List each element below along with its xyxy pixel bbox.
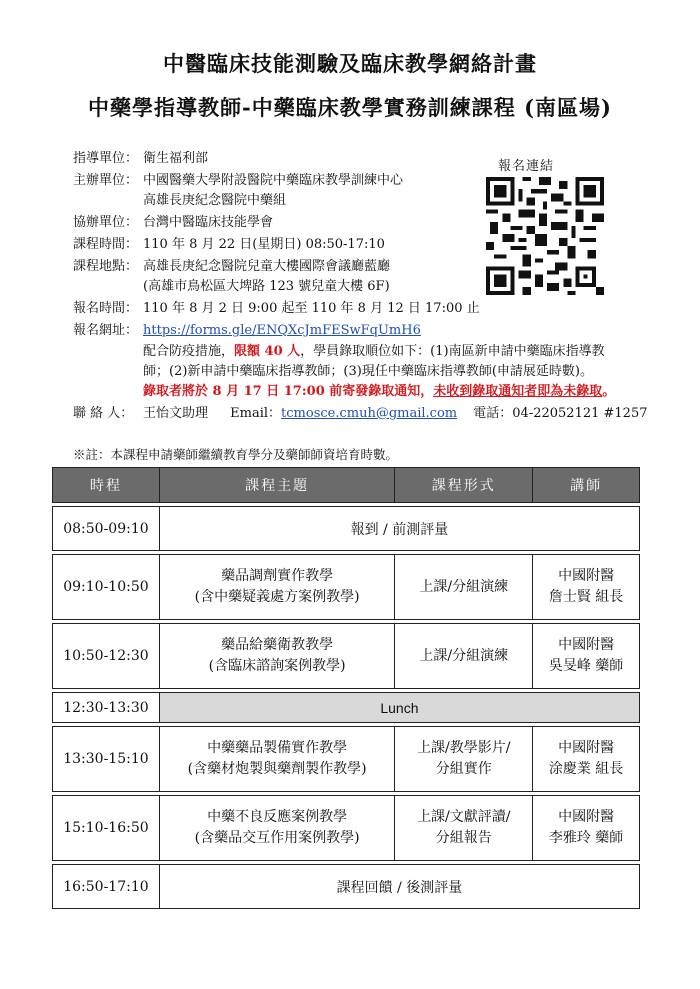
- row-time: 09:10-10:50: [53, 555, 160, 620]
- guide-value: 衛生福利部: [143, 151, 209, 166]
- host-value-1: 中國醫藥大學附設醫院中藥臨床教學訓練中心: [143, 173, 404, 188]
- policy-row-2: [143, 363, 593, 380]
- reg-url-row: [73, 322, 421, 339]
- quota-text: 限額 40 人: [234, 344, 301, 359]
- time-label: 課程時間：: [73, 237, 139, 252]
- topic-sub-line: (含臨床諮詢案例教學): [208, 658, 346, 674]
- table-row: [53, 693, 640, 723]
- host-value-2: 高雄長庚紀念醫院中藥組: [143, 193, 287, 208]
- lecturer-org: 中國附醫: [558, 568, 615, 584]
- notice-text-b: 未收到錄取通知者即為未錄取: [433, 384, 603, 399]
- topic-sub-line: (含藥品交互作用案例教學): [194, 830, 360, 846]
- table-row: [53, 865, 640, 909]
- contact-value: 王怡文助理: [143, 406, 209, 421]
- time-value: 110 年 8 月 22 日(星期日) 08:50-17:10: [143, 237, 385, 252]
- notice-row: [143, 383, 615, 400]
- table-header-row: [53, 468, 640, 503]
- lecturer-name: 詹士賢 組長: [548, 589, 624, 605]
- row-time: 12:30-13:30: [53, 693, 160, 723]
- guide-label: 指導單位：: [73, 151, 139, 166]
- place-label: 課程地點：: [73, 259, 139, 274]
- topic-line: 藥品調劑實作教學: [221, 568, 334, 584]
- lecturer-org: 中國附醫: [558, 637, 615, 653]
- row-time: 16:50-17:10: [53, 865, 160, 909]
- document-title: 中醫臨床技能測驗及臨床教學網絡計畫: [163, 51, 537, 76]
- course-title: 中藥學指導教師-中藥臨床教學實務訓練課程 (南區場): [88, 95, 612, 120]
- place-value-2: (高雄市鳥松區大埤路 123 號兒童大樓 6F): [143, 279, 390, 294]
- format-line: 上課/文獻評讀/: [417, 809, 511, 825]
- topic-sub-line: (含中藥疑義處方案例教學): [194, 589, 360, 605]
- notice-text-a: 錄取者將於 8 月 17 日 17:00 前寄發錄取通知，: [143, 384, 434, 399]
- table-row: [53, 507, 640, 551]
- row-activity: 報到 / 前測評量: [159, 507, 639, 551]
- row-format: [395, 727, 533, 792]
- row-activity: 課程回饋 / 後測評量: [159, 865, 639, 909]
- phone-label: 電話：: [473, 406, 513, 421]
- row-lecturer: [533, 555, 640, 620]
- notice-text-c: 。: [602, 384, 616, 399]
- row-time: 08:50-09:10: [53, 507, 160, 551]
- format-line: 上課/教學影片/: [417, 740, 511, 756]
- policy-row: [143, 343, 605, 360]
- footnote: ※註：本課程申請藥師繼續教育學分及藥師師資培育時數。: [73, 447, 399, 462]
- row-topic: [159, 555, 395, 620]
- row-topic: [159, 796, 395, 861]
- row-time: 10:50-12:30: [53, 624, 160, 689]
- row-topic: [159, 727, 395, 792]
- lecturer-org: 中國附醫: [558, 809, 615, 825]
- topic-line: 藥品給藥衛教教學: [221, 637, 334, 653]
- header-format: 課程形式: [395, 468, 533, 503]
- lecturer-name: 吳旻峰 藥師: [548, 658, 624, 674]
- table-row: [53, 624, 640, 689]
- email-label: Email：: [230, 406, 282, 421]
- policy-text-b: ，學員錄取順位如下：(1)南區新申請中藥臨床指導教: [300, 344, 605, 359]
- contact-row: [73, 405, 648, 422]
- reg-time-value: 110 年 8 月 2 日 9:00 起至 110 年 8 月 12 日 17:00 止: [143, 301, 480, 316]
- row-activity: Lunch: [159, 693, 639, 723]
- row-lecturer: [533, 727, 640, 792]
- email-link[interactable]: tcmosce.cmuh@gmail.com: [281, 406, 458, 421]
- header-time: 時程: [53, 468, 160, 503]
- table-row: [53, 796, 640, 861]
- row-lecturer: [533, 624, 640, 689]
- row-format: [395, 796, 533, 861]
- row-lecturer: [533, 796, 640, 861]
- policy-text-a: 配合防疫措施，: [143, 344, 235, 359]
- schedule-table: [52, 467, 640, 909]
- topic-line: 中藥不良反應案例教學: [207, 809, 348, 825]
- header-topic: 課程主題: [159, 468, 395, 503]
- time-row: [73, 236, 385, 253]
- lecturer-org: 中國附醫: [558, 740, 615, 756]
- registration-link[interactable]: https://forms.gle/ENQXcJmFESwFqUmH6: [143, 323, 421, 338]
- reg-time-label: 報名時間：: [73, 301, 139, 316]
- format-sub-line: 分組報告: [435, 830, 492, 846]
- row-time: 13:30-15:10: [53, 727, 160, 792]
- contact-label: 聯 絡 人：: [73, 406, 134, 421]
- host-row: [73, 172, 403, 189]
- place-value-1: 高雄長庚紀念醫院兒童大樓國際會議廳藍廳: [143, 259, 391, 274]
- policy-text-c: 師；(2)新申請中藥臨床指導教師；(3)現任中藥臨床指導教師(申請展延時數)。: [143, 364, 593, 379]
- format-sub-line: 分組實作: [435, 761, 492, 777]
- guide-row: [73, 150, 208, 167]
- co-value: 台灣中醫臨床技能學會: [143, 215, 274, 230]
- topic-sub-line: (含藥材炮製與藥劑製作教學): [187, 761, 367, 777]
- qr-label: 報名連結: [498, 159, 555, 174]
- reg-url-label: 報名網址：: [73, 323, 139, 338]
- topic-line: 中藥藥品製備實作教學: [207, 740, 348, 756]
- phone-value: 04-22052121 #1257: [512, 406, 648, 421]
- row-format: 上課/分組演練: [395, 624, 533, 689]
- qr-code-image[interactable]: [486, 177, 604, 295]
- row-format: 上課/分組演練: [395, 555, 533, 620]
- lecturer-name: 涂慶業 組長: [548, 761, 624, 777]
- row-topic: [159, 624, 395, 689]
- place-row: [73, 258, 390, 275]
- reg-time-row: [73, 300, 480, 317]
- host-row-2: [143, 192, 286, 209]
- table-row: [53, 727, 640, 792]
- lecturer-name: 李雅玲 藥師: [548, 830, 624, 846]
- header-lecturer: 講師: [533, 468, 640, 503]
- table-row: [53, 555, 640, 620]
- place-row-2: [143, 278, 390, 295]
- row-time: 15:10-16:50: [53, 796, 160, 861]
- co-row: [73, 214, 273, 231]
- co-label: 協辦單位：: [73, 215, 139, 230]
- host-label: 主辦單位：: [73, 173, 139, 188]
